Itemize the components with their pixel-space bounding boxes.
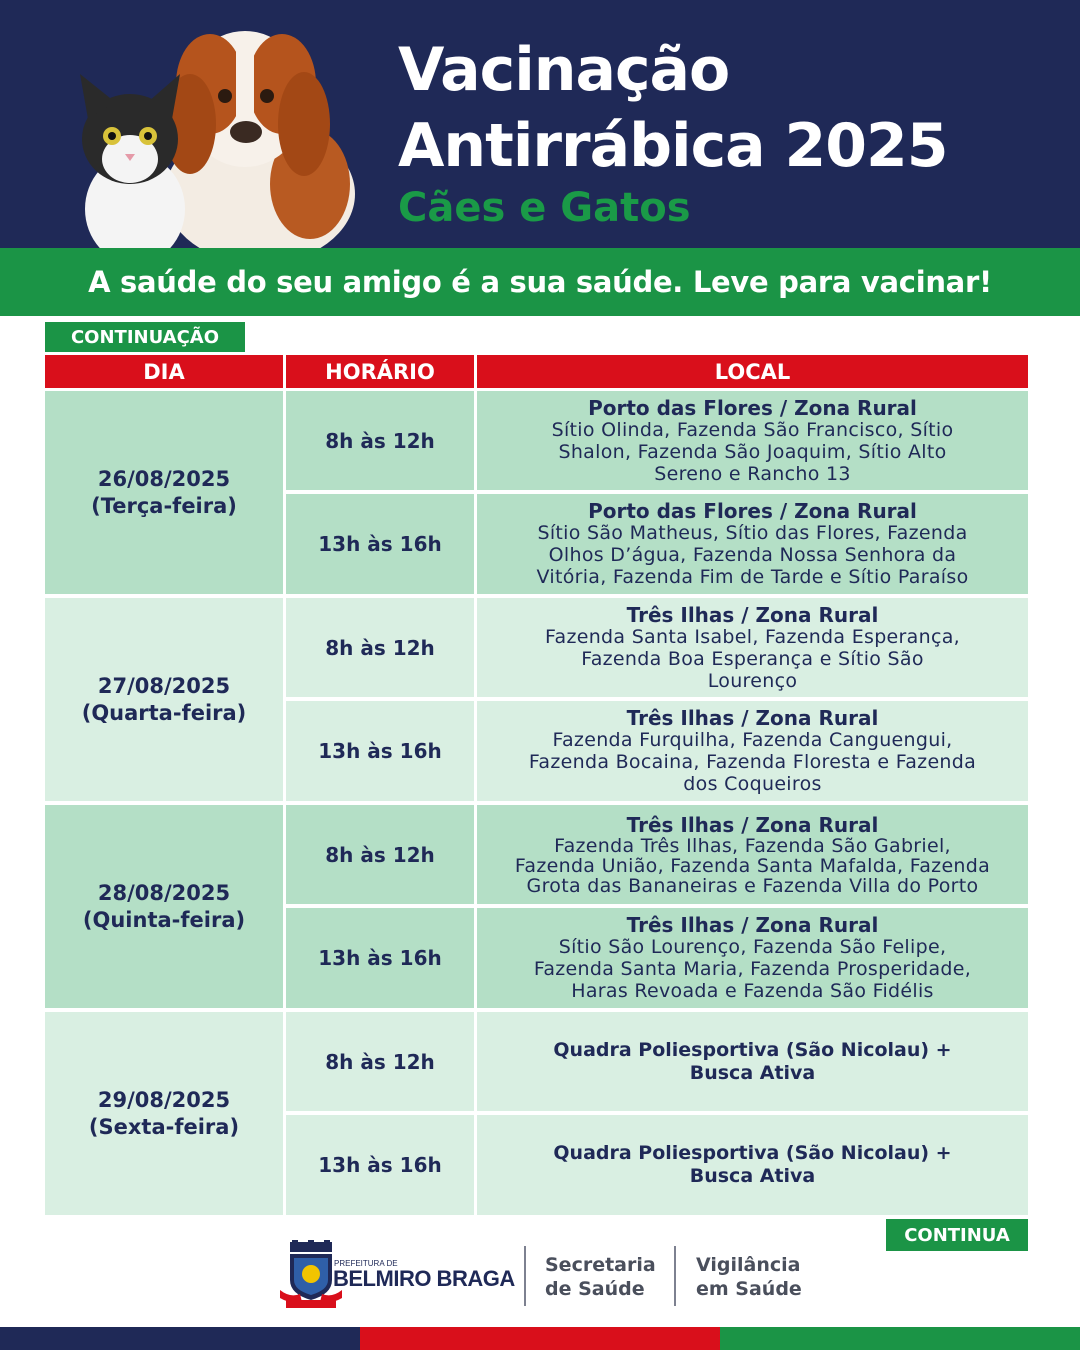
day-cell: [45, 598, 283, 801]
location-cell: [477, 494, 1028, 594]
secretaria-logo-text: [545, 1253, 656, 1301]
bottom-stripe-red: [360, 1327, 720, 1350]
bottom-stripe-green: [720, 1327, 1080, 1350]
title-line-2: Antirrábica 2025: [398, 111, 948, 181]
secretaria-line-2: de Saúde: [545, 1278, 645, 1300]
title-line-1: Vacinação: [398, 35, 730, 105]
header-banner: [0, 0, 1080, 248]
day-date: 28/08/2025: [97, 880, 231, 905]
location-cell: [477, 701, 1028, 801]
location-desc-line: dos Coqueiros: [683, 773, 822, 795]
secretaria-line-1: Secretaria: [545, 1254, 656, 1276]
continuation-badge: CONTINUAÇÃO: [45, 322, 245, 352]
prefeitura-name: BELMIRO BRAGA: [333, 1266, 515, 1291]
time-cell: 8h às 12h: [286, 391, 474, 490]
time-cell: 13h às 16h: [286, 908, 474, 1008]
continue-badge: CONTINUA: [886, 1219, 1028, 1251]
location-desc-line: Sítio São Lourenço, Fazenda São Felipe,: [558, 936, 947, 958]
page-subtitle: Cães e Gatos: [398, 185, 691, 231]
location-desc-line: Vitória, Fazenda Fim de Tarde e Sítio Paraíso: [536, 566, 969, 588]
slogan-text: A saúde do seu amigo é a sua saúde. Leve para vacinar!: [88, 265, 992, 299]
location-desc-line: Lourenço: [707, 669, 798, 692]
location-desc-line: Olhos D’água, Fazenda Nossa Senhora da: [548, 544, 957, 566]
day-date: 27/08/2025: [97, 673, 231, 698]
location-title: Três Ilhas / Zona Rural: [626, 602, 879, 627]
location-title: Porto das Flores / Zona Rural: [588, 395, 917, 420]
location-desc-line: Sítio São Matheus, Sítio das Flores, Fazenda: [537, 522, 968, 544]
time-cell: 8h às 12h: [286, 1012, 474, 1111]
footer-divider: [524, 1246, 526, 1306]
time-cell: 13h às 16h: [286, 701, 474, 801]
location-cell: [477, 598, 1028, 697]
day-date: 29/08/2025: [97, 1087, 231, 1112]
location-desc-line: Sítio Olinda, Fazenda São Francisco, Sítio: [551, 418, 954, 441]
time-cell: 8h às 12h: [286, 805, 474, 904]
location-title: Três Ilhas / Zona Rural: [626, 706, 879, 730]
slogan-bar: [0, 248, 1080, 316]
day-weekday: (Quinta-feira): [82, 907, 246, 932]
location-cell: [477, 908, 1028, 1008]
day-cell: [45, 1012, 283, 1215]
bottom-stripe-navy: [0, 1327, 360, 1350]
location-title: Três Ilhas / Zona Rural: [626, 913, 879, 937]
location-desc-line: Fazenda Três Ilhas, Fazenda São Gabriel,: [554, 834, 951, 857]
location-title: Busca Ativa: [689, 1061, 816, 1084]
footer-divider: [674, 1246, 676, 1306]
prefeitura-label: PREFEITURA DE: [334, 1259, 398, 1268]
page-title: [398, 32, 948, 184]
column-header-horario: HORÁRIO: [286, 355, 474, 388]
location-title: Quadra Poliesportiva (São Nicolau) +: [553, 1142, 952, 1164]
location-title: Busca Ativa: [689, 1165, 816, 1187]
location-desc-line: Fazenda Santa Isabel, Fazenda Esperança,: [545, 625, 960, 648]
day-cell: [45, 391, 283, 594]
location-title: Quadra Poliesportiva (São Nicolau) +: [553, 1038, 952, 1061]
location-cell: [477, 391, 1028, 490]
location-desc-line: Haras Revoada e Fazenda São Fidélis: [571, 980, 934, 1002]
location-cell: [477, 805, 1028, 904]
location-desc-line: Grota das Bananeiras e Fazenda Villa do Porto: [526, 874, 979, 897]
location-desc-line: Fazenda Boa Esperança e Sítio São: [581, 647, 924, 670]
location-cell: [477, 1115, 1028, 1215]
day-weekday: (Terça-feira): [91, 493, 237, 518]
day-weekday: (Sexta-feira): [88, 1114, 240, 1139]
location-desc-line: Sereno e Rancho 13: [654, 462, 851, 485]
column-header-local: LOCAL: [477, 355, 1028, 388]
location-desc-line: Fazenda Santa Maria, Fazenda Prosperidade,: [533, 958, 972, 980]
location-desc-line: Fazenda Bocaina, Fazenda Floresta e Fazenda: [528, 751, 977, 773]
day-cell: [45, 805, 283, 1008]
location-desc-line: Shalon, Fazenda São Joaquim, Sítio Alto: [558, 440, 947, 463]
vigilancia-line-2: em Saúde: [696, 1278, 802, 1300]
time-cell: 13h às 16h: [286, 1115, 474, 1215]
day-date: 26/08/2025: [97, 466, 231, 491]
vigilancia-line-1: Vigilância: [696, 1254, 801, 1276]
location-title: Porto das Flores / Zona Rural: [588, 499, 917, 523]
day-weekday: (Quarta-feira): [81, 700, 247, 725]
time-cell: 8h às 12h: [286, 598, 474, 697]
pets-illustration: [60, 14, 360, 264]
location-desc-line: Fazenda União, Fazenda Santa Mafalda, Fazenda: [514, 854, 991, 877]
column-header-dia: DIA: [45, 355, 283, 388]
vigilancia-logo-text: [696, 1253, 802, 1301]
time-cell: 13h às 16h: [286, 494, 474, 594]
location-title: Três Ilhas / Zona Rural: [626, 812, 879, 837]
location-desc-line: Fazenda Furquilha, Fazenda Canguengui,: [552, 729, 953, 751]
location-cell: [477, 1012, 1028, 1111]
